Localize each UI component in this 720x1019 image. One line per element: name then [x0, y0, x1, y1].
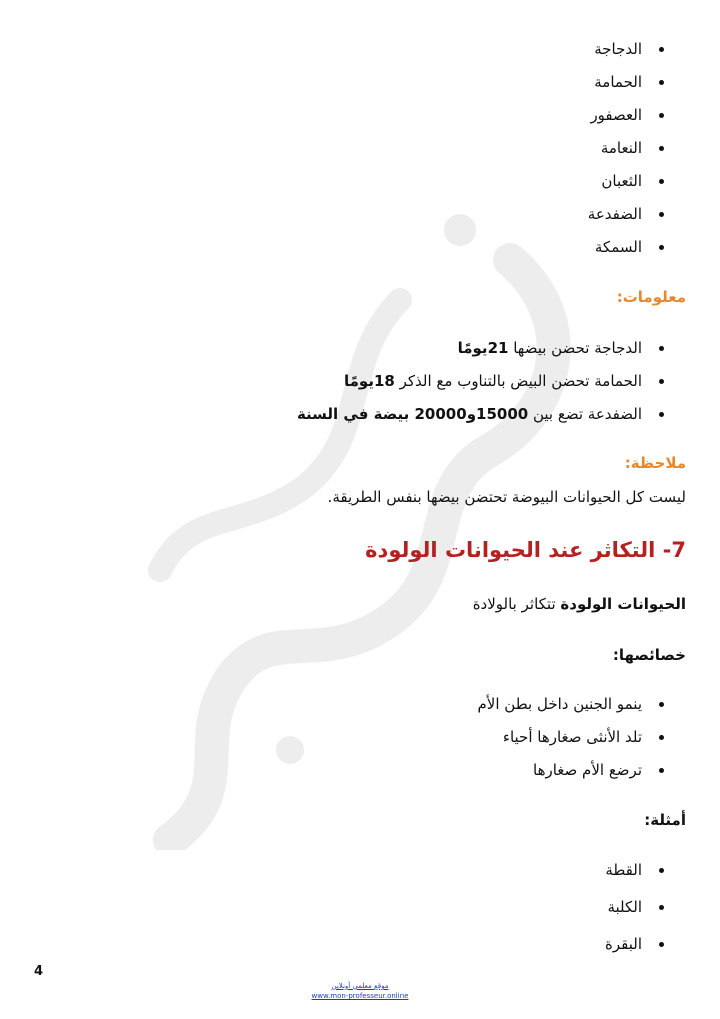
- traits-list: [478, 694, 642, 793]
- list-item: ترضع الأم صغارها: [478, 760, 642, 793]
- list-item: السمكة: [588, 237, 642, 270]
- list-item: القطة: [605, 860, 642, 897]
- traits-heading: خصائصها:: [612, 646, 686, 664]
- info-item: [297, 338, 642, 371]
- info-item-bold: 21يومًا: [457, 339, 509, 357]
- info-heading: معلومات:: [616, 288, 686, 306]
- list-item: النعامة: [588, 138, 642, 171]
- info-item: [297, 371, 642, 404]
- page-number: 4: [34, 964, 44, 979]
- definition-bold: الحيوانات الولودة: [560, 595, 686, 613]
- list-item: تلد الأنثى صغارها أحياء: [478, 727, 642, 760]
- list-item: الحمامة: [588, 72, 642, 105]
- info-list: [297, 338, 642, 437]
- oviparous-examples-list: [588, 39, 642, 270]
- note-text: ليست كل الحيوانات البيوضة تحتضن بيضها بنفس الطريقة.: [327, 488, 686, 506]
- list-item: البقرة: [605, 934, 642, 971]
- footer-url[interactable]: www.mon-professeur.online: [311, 992, 409, 1000]
- list-item: ينمو الجنين داخل بطن الأم: [478, 694, 642, 727]
- note-heading: ملاحظة:: [624, 454, 686, 472]
- section-definition: [473, 594, 686, 614]
- info-item-text: الحمامة تحضن البيض بالتناوب مع الذكر: [394, 372, 642, 390]
- info-item-text: الدجاجة تحضن بيضها: [508, 339, 642, 357]
- info-item: [297, 404, 642, 437]
- section-title: 7- التكاثر عند الحيوانات الولودة: [365, 538, 686, 562]
- list-item: الضفدعة: [588, 204, 642, 237]
- info-item-bold: 18يومًا: [344, 372, 395, 390]
- viviparous-examples-list: [605, 860, 642, 971]
- footer: [0, 981, 720, 1001]
- examples-heading: أمثلة:: [644, 811, 686, 829]
- list-item: الكلبة: [605, 897, 642, 934]
- list-item: العصفور: [588, 105, 642, 138]
- footer-site-name[interactable]: موقع معلمي أونلاين: [331, 982, 389, 990]
- definition-rest: تتكاثر بالولادة: [472, 595, 561, 613]
- list-item: الدجاجة: [588, 39, 642, 72]
- list-item: الثعبان: [588, 171, 642, 204]
- info-item-bold: 15000و20000 بيضة في السنة: [296, 405, 529, 423]
- info-item-text: الضفدعة تضع بين: [528, 405, 642, 423]
